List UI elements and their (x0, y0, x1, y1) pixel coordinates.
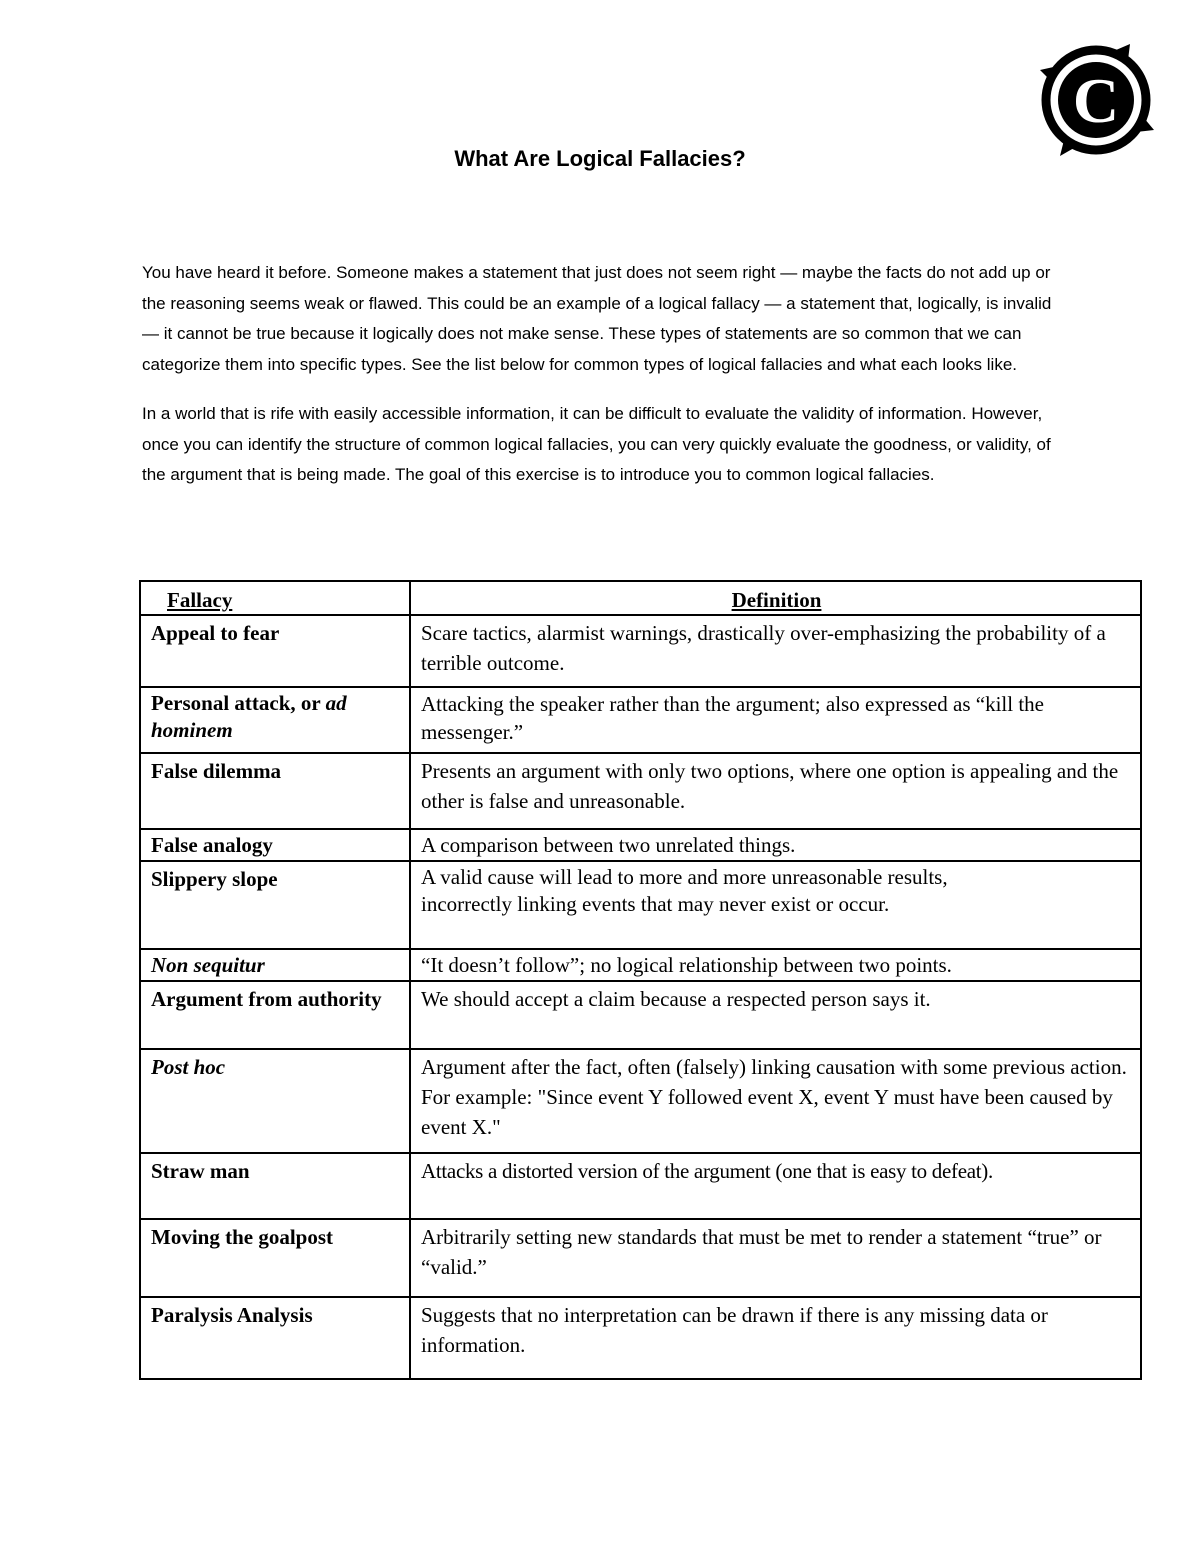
table-row (140, 615, 1141, 687)
fallacy-definition: Attacking the speaker rather than the argument; also expressed as “kill the messenger.” (410, 687, 1141, 753)
fallacy-definition: A valid cause will lead to more and more unreasonable results, incorrectly linking events that may never exist or occur. (410, 861, 1141, 949)
fallacy-term (140, 687, 410, 753)
fallacy-definition: “It doesn’t follow”; no logical relationship between two points. (410, 949, 1141, 981)
fallacy-term: Argument from authority (140, 981, 410, 1049)
fallacy-term: Appeal to fear (140, 615, 410, 687)
fallacy-definition: Presents an argument with only two options, where one option is appealing and the other is false and unreasonable. (410, 753, 1141, 829)
intro-paragraph-1: You have heard it before. Someone makes a statement that just does not seem right — maybe the facts do not add up or the reasoning seems weak or flawed. This could be an example of a logical fallacy — a statement that, logically, is invalid — it cannot be true because it logically does not make sense. These types of statements are so common that we can categorize them into specific types. See the list below for common types of logical fallacies and what each looks like. (142, 263, 1052, 374)
logo-icon (1036, 40, 1156, 160)
fallacy-term: Paralysis Analysis (140, 1297, 410, 1379)
fallacy-term: False analogy (140, 829, 410, 861)
table-row (140, 1049, 1141, 1153)
fallacy-definition: Suggests that no interpretation can be drawn if there is any missing data or information. (410, 1297, 1141, 1379)
fallacy-table (139, 580, 1142, 1380)
table-row (140, 687, 1141, 753)
fallacy-term-italic: ad hominem (151, 691, 347, 742)
table-row (140, 981, 1141, 1049)
table-row (140, 949, 1141, 981)
fallacy-definition: A comparison between two unrelated things. (410, 829, 1141, 861)
fallacy-definition: We should accept a claim because a respected person says it. (410, 981, 1141, 1049)
column-header-fallacy: Fallacy (140, 581, 410, 615)
fallacy-term-text: Personal attack, or (151, 691, 326, 715)
fallacy-definition: Arbitrarily setting new standards that must be met to render a statement “true” or “valid.” (410, 1219, 1141, 1297)
intro-paragraph-2: In a world that is rife with easily accessible information, it can be difficult to evaluate the validity of information. However, once you can identify the structure of common logical fallacies, you can very quickly evaluate the goodness, or validity, of the argument that is being made. The goal of this exercise is to introduce you to common logical fallacies. (142, 404, 1051, 484)
table-row (140, 753, 1141, 829)
fallacy-term: Slippery slope (140, 861, 410, 949)
fallacy-term: Post hoc (140, 1049, 410, 1153)
fallacy-definition: Attacks a distorted version of the argument (one that is easy to defeat). (410, 1153, 1141, 1219)
table-row (140, 1297, 1141, 1379)
fallacy-term: Straw man (140, 1153, 410, 1219)
intro-text (142, 258, 1062, 510)
column-header-definition: Definition (410, 581, 1141, 615)
table-header-row (140, 581, 1141, 615)
fallacy-term: Moving the goalpost (140, 1219, 410, 1297)
table-row (140, 829, 1141, 861)
table-row (140, 1153, 1141, 1219)
fallacy-term: Non sequitur (140, 949, 410, 981)
fallacy-definition: Argument after the fact, often (falsely) linking causation with some previous action. For example: "Since event Y followed event X, event Y must have been caused by event X." (410, 1049, 1141, 1153)
table-row (140, 861, 1141, 949)
fallacy-term: False dilemma (140, 753, 410, 829)
fallacy-definition: Scare tactics, alarmist warnings, drastically over-emphasizing the probability of a terrible outcome. (410, 615, 1141, 687)
svg-text:C: C (1072, 65, 1120, 136)
table-row (140, 1219, 1141, 1297)
page-title: What Are Logical Fallacies? (454, 146, 746, 171)
